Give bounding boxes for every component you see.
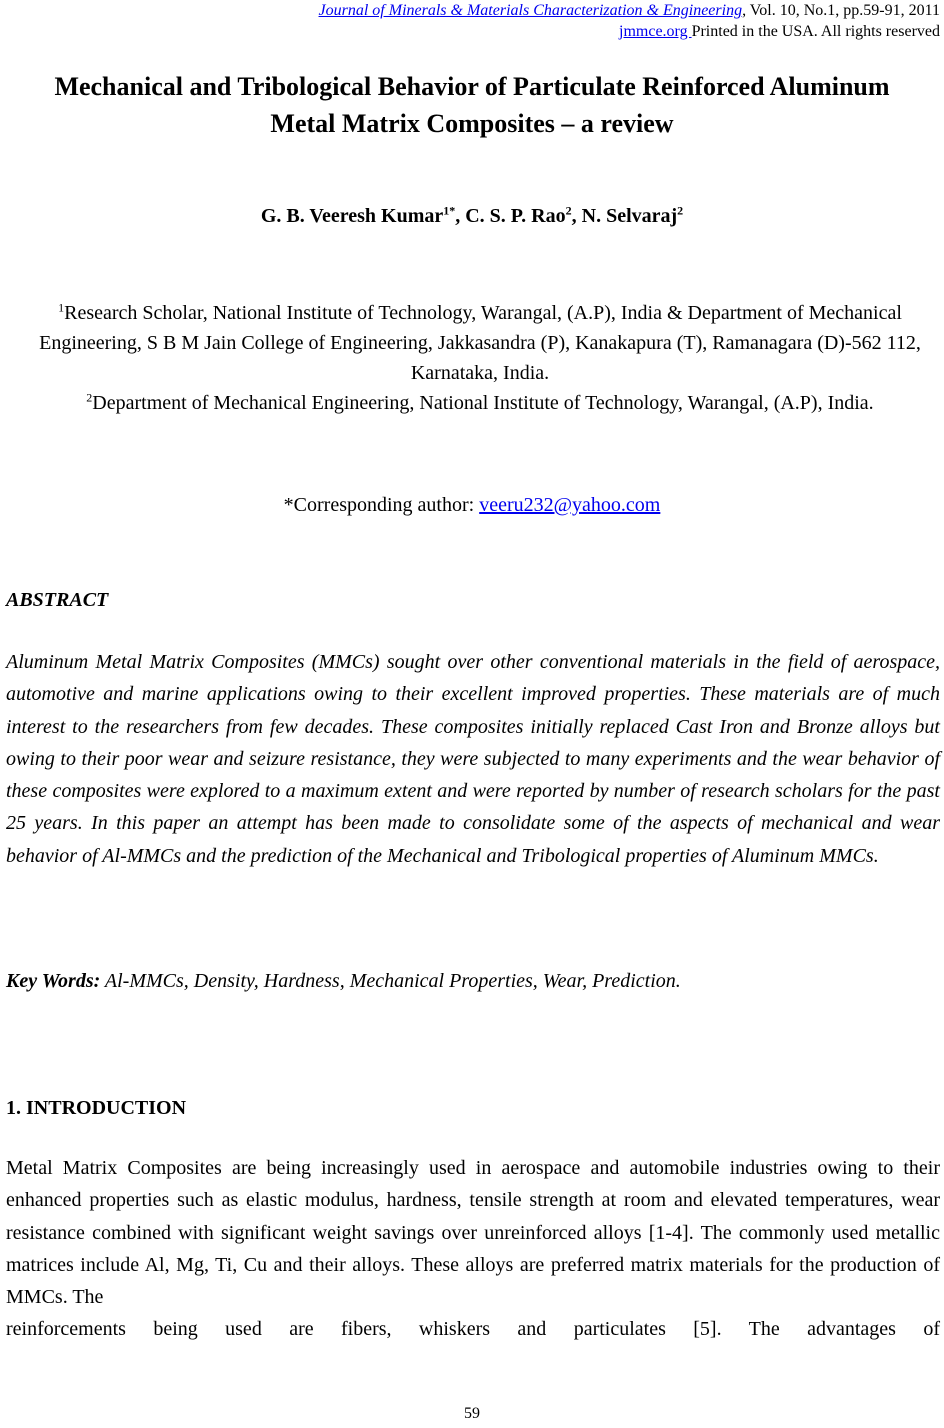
journal-link[interactable]: Journal of Minerals & Materials Characterization & Engineering xyxy=(318,2,743,19)
affiliations xyxy=(20,298,940,418)
author-list xyxy=(0,202,944,230)
corresponding-label: *Corresponding author: xyxy=(283,494,480,516)
author-name: C. S. P. Rao xyxy=(465,205,566,227)
introduction-body: Metal Matrix Composites are being increasingly used in aerospace and automobile industries owing to their enhanced properties such as elastic modulus, hardness, tensile strength at room and elevated temperatures, wear resistance combined with significant weight savings over unreinforced alloys [1-4]. The commonly used metallic matrices include Al, Mg, Ti, Cu and their alloys. These alloys are preferred matrix materials for the production of MMCs. The xyxy=(6,1157,940,1309)
citation-text: , Vol. 10, No.1, pp.59-91, 2011 xyxy=(742,2,940,19)
introduction-text xyxy=(6,1152,940,1346)
author-separator: , xyxy=(455,205,466,227)
keywords-text: Al-MMCs, Density, Hardness, Mechanical Properties, Wear, Prediction. xyxy=(100,970,681,992)
author-affil-mark: 1* xyxy=(443,203,456,218)
journal-header xyxy=(319,0,940,42)
affil-text: Research Scholar, National Institute of Technology, Warangal, (A.P), India & Department of Mechanical Engineering, S B M Jain College of Engineering, Jakkasandra (P), Kanakapura (T), Ramanagara (D)-562 112, Karnataka, India. xyxy=(39,302,921,384)
affiliation-2 xyxy=(20,388,940,418)
site-link[interactable]: jmmce.org xyxy=(619,23,692,40)
paper-title xyxy=(0,68,944,142)
author-name: G. B. Veeresh Kumar xyxy=(260,205,444,227)
rights-line xyxy=(319,21,940,42)
affiliation-1 xyxy=(20,298,940,388)
section-heading-introduction: 1. INTRODUCTION xyxy=(6,1097,187,1119)
introduction-last-line: reinforcements being used are fibers, whiskers and particulates [5]. The advantages of xyxy=(6,1318,940,1341)
author-affil-mark: 2 xyxy=(565,203,572,218)
email-link[interactable]: veeru232@yahoo.com xyxy=(479,494,661,516)
corresponding-author xyxy=(0,490,944,520)
affil-mark: 2 xyxy=(86,390,93,405)
author-separator: , xyxy=(571,205,582,227)
title-line-1: Mechanical and Tribological Behavior of Particulate Reinforced Aluminum xyxy=(54,72,890,101)
title-line-2: Metal Matrix Composites – a review xyxy=(270,109,674,138)
keywords-label: Key Words: xyxy=(6,970,101,992)
affil-text: Department of Mechanical Engineering, National Institute of Technology, Warangal, (A.P), India. xyxy=(92,392,874,414)
page-number: 59 xyxy=(464,1405,480,1422)
journal-citation xyxy=(319,0,940,21)
abstract-text: Aluminum Metal Matrix Composites (MMCs) sought over other conventional materials in the field of aerospace, automotive and marine applications owing to their excellent improved properties. These materials are of much interest to the researchers from few decades. These composites initially replaced Cast Iron and Bronze alloys but owing to their poor wear and seizure resistance, they were subjected to many experiments and the wear behavior of these composites were explored to a maximum extent and were reported by number of research scholars for the past 25 years. In this paper an attempt has been made to consolidate some of the aspects of mechanical and wear behavior of Al-MMCs and the prediction of the Mechanical and Tribological properties of Aluminum MMCs. xyxy=(6,651,940,867)
author-affil-mark: 2 xyxy=(677,203,684,218)
abstract-heading: ABSTRACT xyxy=(6,589,109,611)
affil-mark: 1 xyxy=(58,300,65,315)
author-name: N. Selvaraj xyxy=(581,205,678,227)
keywords xyxy=(6,966,940,996)
rights-text: Printed in the USA. All rights reserved xyxy=(691,23,940,40)
